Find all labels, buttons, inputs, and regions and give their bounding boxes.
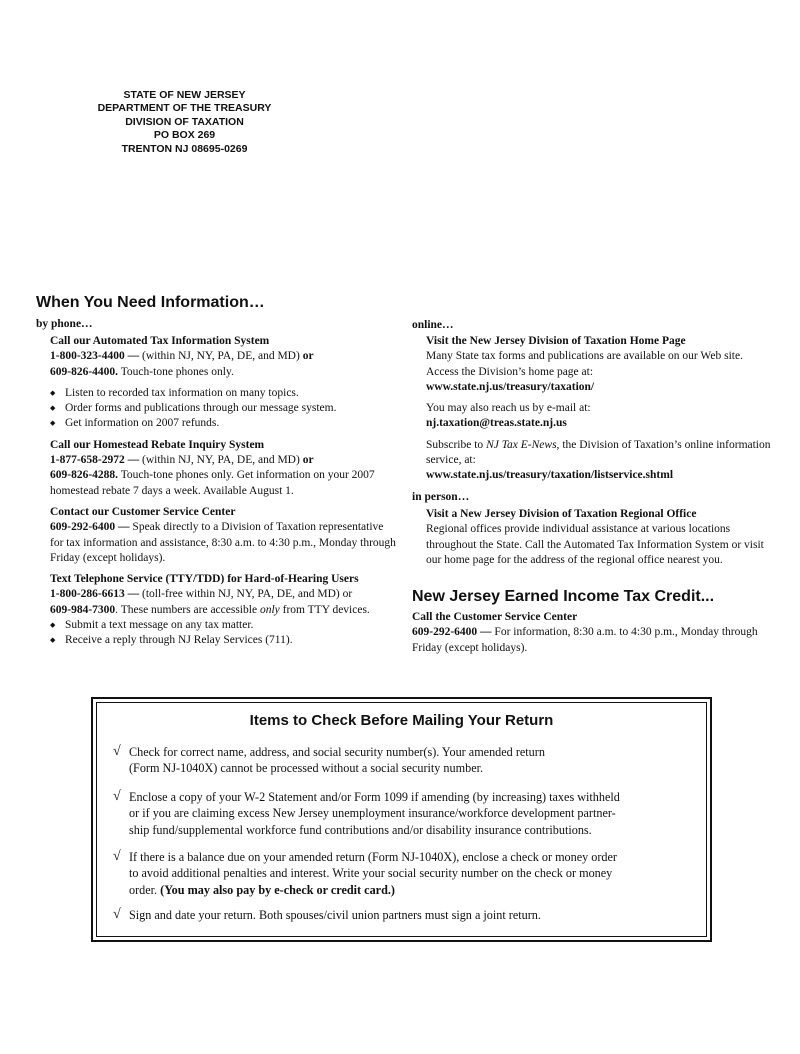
list-item: ◆ Order forms and publications through our message system. xyxy=(50,401,396,416)
tty-section: Text Telephone Service (TTY/TDD) for Hard-of-Hearing Users 1-800-286-6613 — (toll-free within NJ, NY, PA, DE, and MD) or 609-984-7300. These numbers are accessible only from TTY devices. xyxy=(50,572,396,618)
address-line: DEPARTMENT OF THE TREASURY xyxy=(97,102,272,115)
phone-number: 609-826-4288. xyxy=(50,469,119,482)
address-line: PO BOX 269 xyxy=(153,129,216,142)
phone-number: 609-984-7300 xyxy=(50,603,116,616)
eitc-section: Call the Customer Service Center 609-292-6400 — For information, 8:30 a.m. to 4:30 p.m., Monday through Friday (except holidays). xyxy=(412,610,772,656)
rebate-system-section: Call our Homestead Rebate Inquiry System 1-877-658-2972 — (within NJ, NY, PA, DE, and MD) or 609-826-4288. Touch-tone phones only. Get information on your 2007 homestead rebate 7 days a week. Available August 1. xyxy=(50,438,396,499)
customer-service-section: Contact our Customer Service Center 609-292-6400 — Speak directly to a Division of Taxation representative for tax information and assistance, 8:30 a.m. to 4:30 p.m., Monday through Friday (except holidays). xyxy=(50,505,396,564)
phone-number: 609-292-6400 — xyxy=(50,521,130,534)
address-line: STATE OF NEW JERSEY xyxy=(123,89,246,101)
online-column xyxy=(426,334,771,484)
phone-number: 609-826-4400. xyxy=(50,365,119,378)
mailing-checklist-box xyxy=(91,697,712,942)
check-mark-icon: √ xyxy=(113,907,121,922)
in-person-label: in person… xyxy=(412,491,470,503)
home-page-url[interactable]: www.state.nj.us/treasury/taxation/ xyxy=(426,380,595,393)
address-line: TRENTON NJ 08695-0269 xyxy=(121,142,248,155)
phone-number: 1-800-286-6613 — xyxy=(50,588,140,601)
list-item: ◆ Listen to recorded tax information on many topics. xyxy=(50,386,396,401)
section-title: Call our Automated Tax Information System xyxy=(50,335,270,347)
enews-section: Subscribe to NJ Tax E-News, the Division of Taxation’s online information service, at: www.state.nj.us/treasury/taxation/listservice.shtml xyxy=(426,438,771,484)
info-heading: When You Need Information… xyxy=(36,294,265,311)
email-section: You may also reach us by e-mail at: nj.taxation@treas.state.nj.us xyxy=(426,401,771,432)
phone-number: 609-292-6400 — xyxy=(412,626,492,639)
list-item: ◆ Submit a text message on any tax matter. xyxy=(50,618,396,633)
checklist-item: √ Sign and date your return. Both spouses/civil union partners must sign a joint return. xyxy=(113,907,541,922)
address-line: DIVISION OF TAXATION xyxy=(125,115,244,128)
section-title: Call the Customer Service Center xyxy=(412,611,578,623)
mailing-address xyxy=(82,89,287,156)
regional-office-section: Visit a New Jersey Division of Taxation Regional Office Regional offices provide individual assistance at various locations throughout the State. Call the Automated Tax Information System or visit our home page for the address of the regional office nearest you. xyxy=(426,507,771,568)
by-phone-label: by phone… xyxy=(36,318,93,330)
checklist-title: Items to Check Before Mailing Your Return xyxy=(249,712,554,729)
section-title: Call our Homestead Rebate Inquiry System xyxy=(50,438,265,451)
checklist-item: √ Enclose a copy of your W-2 Statement and/or Form 1099 if amending (by increasing) taxes withheld or if you are claiming excess New Jersey unemployment insurance/workforce development partner- ship fund/supplemental workforce fund contributions and/or disability insurance contributions. xyxy=(113,789,620,837)
checklist-item: √ Check for correct name, address, and social security number(s). Your amended return (Form NJ-1040X) cannot be processed without a social security number. xyxy=(113,744,545,776)
online-label: online… xyxy=(412,319,454,331)
email-address[interactable]: nj.taxation@treas.state.nj.us xyxy=(426,417,567,430)
section-title: Visit the New Jersey Division of Taxation Home Page xyxy=(426,335,686,347)
phone-number: 1-800-323-4400 — xyxy=(50,350,140,363)
list-item: ◆ Receive a reply through NJ Relay Services (711). xyxy=(50,633,396,648)
section-title: Contact our Customer Service Center xyxy=(50,505,236,518)
enews-url[interactable]: www.state.nj.us/treasury/taxation/listservice.shtml xyxy=(426,469,674,482)
section-title: Visit a New Jersey Division of Taxation Regional Office xyxy=(426,508,697,520)
check-mark-icon: √ xyxy=(113,744,121,759)
check-mark-icon: √ xyxy=(113,849,121,864)
check-mark-icon: √ xyxy=(113,789,121,804)
home-page-section: Visit the New Jersey Division of Taxation Home Page Many State tax forms and publications are available on our Web site. Access the Division’s home page at: www.state.nj.us/treasury/taxation/ xyxy=(426,334,771,395)
automated-system-bullets xyxy=(50,386,396,432)
phone-column xyxy=(50,334,396,655)
section-title: Text Telephone Service (TTY/TDD) for Hard-of-Hearing Users xyxy=(50,573,359,586)
checklist-item: √ If there is a balance due on your amended return (Form NJ-1040X), enclose a check or money order to avoid additional penalties and interest. Write your social security number on the check or money order. (You may also pay by e-check or credit card.) xyxy=(113,849,617,897)
phone-number: 1-877-658-2972 — xyxy=(50,454,140,467)
list-item: ◆ Get information on 2007 refunds. xyxy=(50,416,396,431)
eitc-heading: New Jersey Earned Income Tax Credit... xyxy=(412,588,715,605)
automated-system-section: Call our Automated Tax Information System 1-800-323-4400 — (within NJ, NY, PA, DE, and MD) or 609-826-4400. Touch-tone phones only. xyxy=(50,334,396,380)
tty-bullets xyxy=(50,618,396,649)
